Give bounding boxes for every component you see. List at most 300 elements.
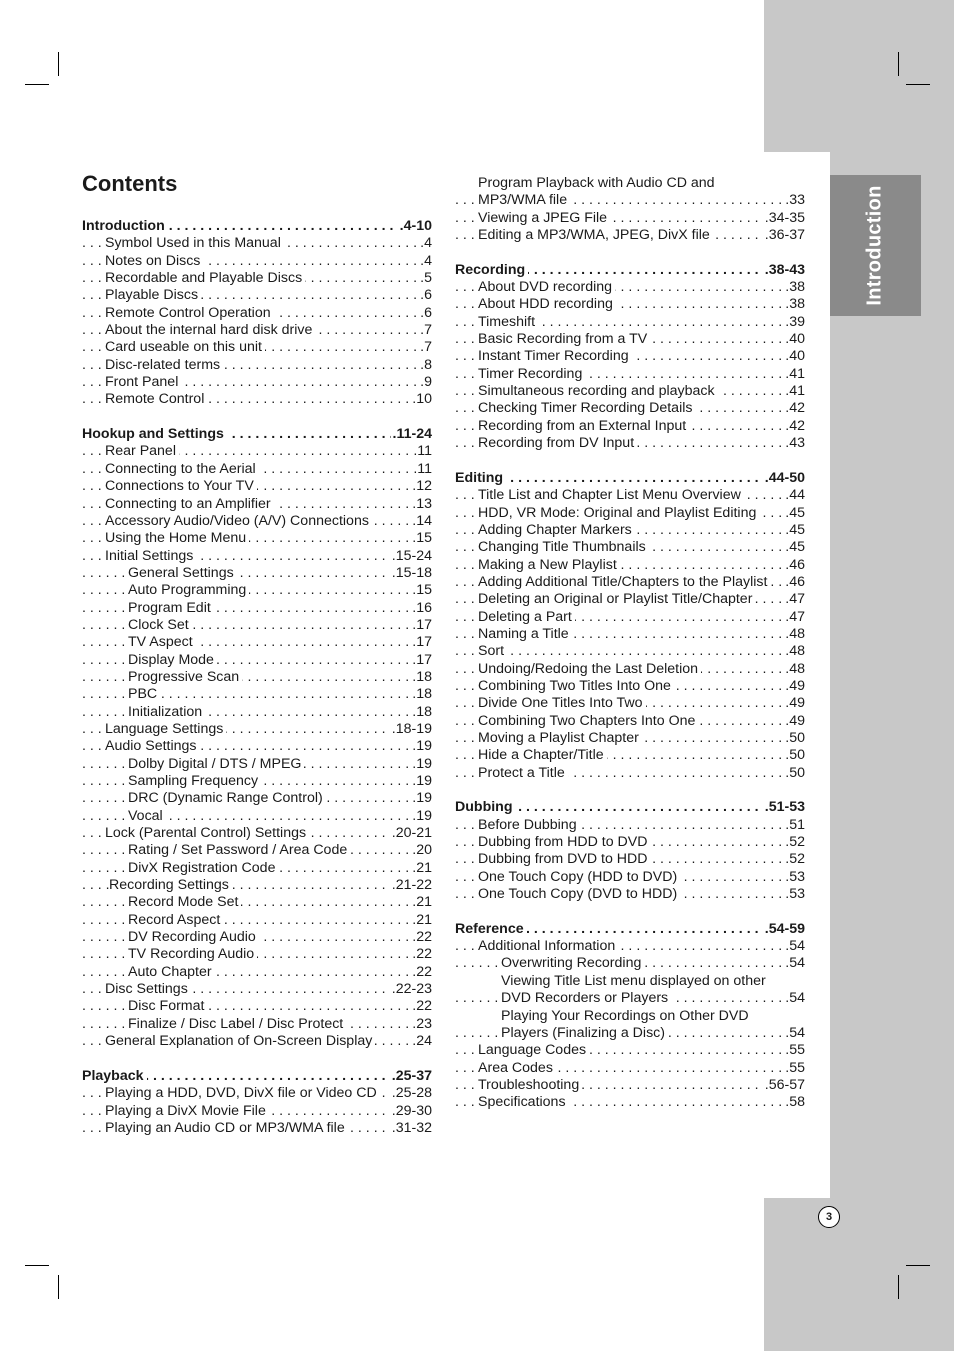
toc-entry[interactable]	[455, 834, 805, 851]
toc-entry[interactable]	[82, 756, 432, 773]
toc-gap	[82, 1051, 432, 1068]
toc-section-heading[interactable]	[455, 799, 805, 816]
toc-entry-title: Clock Set	[128, 617, 192, 633]
toc-entry-title: Dolby Digital / DTS / MPEG	[128, 756, 304, 772]
toc-entry-page: .19	[412, 773, 432, 789]
section-tab-label: Introduction	[864, 185, 886, 306]
toc-entry-title: About HDD recording	[478, 296, 616, 312]
toc-entry[interactable]	[455, 609, 805, 626]
toc-entry-page: .4-10	[399, 218, 432, 234]
toc-entry-title: PBC	[128, 686, 160, 702]
toc-entry[interactable]	[82, 496, 432, 513]
toc-entry-page: .54-59	[764, 920, 805, 937]
toc-entry-page: .19	[412, 755, 432, 772]
toc-entry[interactable]	[82, 738, 432, 755]
toc-entry-title: Program Edit	[128, 600, 214, 616]
toc-entry[interactable]	[455, 851, 805, 868]
toc-entry-page: .15	[412, 582, 432, 599]
toc-entry[interactable]	[82, 565, 432, 582]
toc-entry-title: Viewing a JPEG File	[478, 210, 610, 226]
toc-entry-page: .22-23	[391, 981, 432, 998]
toc-entry[interactable]	[82, 1016, 432, 1033]
toc-entry[interactable]	[455, 348, 805, 365]
toc-entry[interactable]	[455, 730, 805, 747]
toc-entry[interactable]	[455, 817, 805, 834]
toc-entry[interactable]	[455, 296, 805, 313]
toc-entry-page: .47	[785, 591, 805, 608]
toc-entry-page: .19	[412, 738, 432, 755]
toc-entry-title: Simultaneous recording and playback	[478, 383, 718, 399]
toc-entry-title: Checking Timer Recording Details	[478, 400, 695, 416]
toc-entry[interactable]	[82, 461, 432, 478]
toc-entry[interactable]	[455, 192, 805, 209]
page-title: Contents	[82, 171, 178, 196]
toc-section-heading[interactable]	[82, 426, 432, 443]
toc-entry-title: Audio Settings	[105, 738, 200, 754]
page-number: 3	[818, 1206, 840, 1228]
toc-entry-title: TV Aspect	[128, 634, 196, 650]
toc-entry[interactable]	[82, 357, 432, 374]
toc-entry-page: .54	[785, 938, 805, 955]
toc-entry-page: .20-21	[391, 825, 432, 842]
toc-entry-page: .11-24	[392, 426, 432, 443]
toc-entry-page: .34-35	[764, 209, 805, 226]
toc-entry-title: General Explanation of On-Screen Display	[105, 1033, 375, 1049]
toc-entry-title: Before Dubbing	[478, 817, 580, 833]
toc-entry-page: .53	[785, 886, 805, 903]
toc-entry-title: DRC (Dynamic Range Control)	[128, 790, 326, 806]
toc-entry[interactable]	[455, 522, 805, 539]
toc-entry-page: .41	[785, 383, 805, 400]
toc-entry-title: Combining Two Chapters Into One	[478, 713, 698, 729]
toc-entry-title: Initial Settings	[105, 548, 196, 564]
toc-entry[interactable]	[455, 591, 805, 608]
toc-entry-page: .17	[412, 634, 432, 651]
toc-left-column	[82, 218, 432, 1137]
toc-entry-title: Protect a Title	[478, 765, 568, 781]
toc-entry-title: Disc-related terms	[105, 357, 223, 373]
toc-entry-page: .54	[785, 990, 805, 1007]
toc-entry-page: .49	[785, 712, 805, 729]
toc-entry-page: .48	[785, 625, 805, 642]
toc-entry-page: .16	[412, 599, 432, 616]
toc-entry[interactable]	[82, 287, 432, 304]
toc-entry-title: Troubleshooting	[478, 1077, 582, 1093]
toc-entry-page: .48	[785, 643, 805, 660]
toc-entry-title: Connections to Your TV	[105, 478, 257, 494]
toc-entry[interactable]	[455, 1077, 805, 1094]
toc-entry-title: DVD Recorders or Players	[501, 990, 671, 1006]
toc-entry-title: Basic Recording from a TV	[478, 331, 650, 347]
toc-entry-page: .11	[413, 443, 432, 460]
toc-entry-title: Display Mode	[128, 652, 217, 668]
toc-entry[interactable]	[82, 1103, 432, 1120]
toc-entry-page: .53	[785, 868, 805, 885]
toc-entry-title: Overwriting Recording	[501, 955, 644, 971]
toc-entry-page: .42	[785, 417, 805, 434]
toc-entry-page: .55	[785, 1059, 805, 1076]
toc-entry-title: Adding Chapter Markers	[478, 522, 635, 538]
toc-entry-title: Editing	[455, 470, 506, 486]
toc-entry-title: Deleting a Part	[478, 609, 575, 625]
toc-entry-title: Sampling Frequency	[128, 773, 261, 789]
toc-entry[interactable]	[82, 530, 432, 547]
toc-entry-page: .56-57	[764, 1076, 805, 1093]
toc-entry-title: Record Aspect	[128, 912, 223, 928]
toc-right-column	[455, 175, 805, 1112]
toc-entry-page: .24	[412, 1033, 432, 1050]
toc-entry-page: .41	[785, 365, 805, 382]
toc-entry[interactable]	[82, 1033, 432, 1050]
toc-entry[interactable]	[82, 374, 432, 391]
toc-entry-title: Remote Control	[105, 391, 207, 407]
toc-entry[interactable]	[82, 443, 432, 460]
toc-entry[interactable]	[455, 886, 805, 903]
toc-entry[interactable]	[455, 418, 805, 435]
toc-entry-title: Language Codes	[478, 1042, 589, 1058]
toc-entry-title: Rear Panel	[105, 443, 179, 459]
toc-entry[interactable]	[82, 912, 432, 929]
toc-entry-title: Undoing/Redoing the Last Deletion	[478, 661, 701, 677]
dot-leader	[455, 470, 805, 487]
toc-entry-title: Record Mode Set	[128, 894, 241, 910]
crop-mark	[906, 1265, 930, 1266]
crop-mark	[58, 1275, 59, 1299]
toc-entry-title: Specifications	[478, 1094, 569, 1110]
toc-entry-title: Instant Timer Recording	[478, 348, 632, 364]
toc-entry-page: .23	[412, 1015, 432, 1032]
toc-entry[interactable]	[455, 210, 805, 227]
toc-entry-title: Disc Format	[128, 998, 207, 1014]
toc-entry-title: Auto Programming	[128, 582, 249, 598]
toc-entry-title: Dubbing from DVD to HDD	[478, 851, 651, 867]
toc-entry[interactable]	[455, 713, 805, 730]
toc-entry-title: Divide One Titles Into Two	[478, 695, 646, 711]
toc-entry-title: Language Settings	[105, 721, 226, 737]
toc-entry[interactable]	[82, 600, 432, 617]
toc-entry-title: Players (Finalizing a Disc)	[501, 1025, 668, 1041]
toc-entry-page: .18	[412, 686, 432, 703]
toc-entry[interactable]	[455, 1060, 805, 1077]
toc-entry-page: .54	[785, 955, 805, 972]
toc-entry-page: .40	[785, 348, 805, 365]
toc-entry[interactable]	[455, 574, 805, 591]
toc-entry-page: .54	[785, 1024, 805, 1041]
toc-entry-page: .20	[412, 842, 432, 859]
toc-entry-page: .33	[785, 192, 805, 209]
toc-entry[interactable]	[82, 652, 432, 669]
toc-entry-page: .38	[785, 279, 805, 296]
toc-entry-page: .5	[420, 270, 432, 287]
toc-entry[interactable]	[455, 227, 805, 244]
toc-section-heading[interactable]	[82, 1068, 432, 1085]
toc-entry-title: One Touch Copy (DVD to HDD)	[478, 886, 680, 902]
toc-entry-page: .21	[412, 911, 432, 928]
toc-entry-title: DV Recording Audio	[128, 929, 259, 945]
toc-entry-title: HDD, VR Mode: Original and Playlist Editing	[478, 505, 759, 521]
toc-entry-page: .46	[785, 556, 805, 573]
toc-entry-page: .38	[785, 296, 805, 313]
toc-section-heading[interactable]	[455, 262, 805, 279]
toc-entry-page: .43	[785, 435, 805, 452]
toc-entry-page: .45	[785, 504, 805, 521]
toc-entry-title: Playing a DivX Movie File	[105, 1103, 269, 1119]
toc-entry-title: Playing a HDD, DVD, DivX file or Video CD	[105, 1085, 380, 1101]
toc-entry-title: Dubbing from HDD to DVD	[478, 834, 651, 850]
toc-entry-continued: Viewing Title List menu displayed on other	[501, 972, 766, 989]
toc-entry[interactable]	[455, 1025, 805, 1042]
toc-entry[interactable]	[82, 634, 432, 651]
toc-entry-title: One Touch Copy (HDD to DVD)	[478, 869, 680, 885]
toc-entry[interactable]	[82, 721, 432, 738]
toc-entry-page: .52	[785, 851, 805, 868]
toc-entry-title: Moving a Playlist Chapter	[478, 730, 642, 746]
toc-entry-title: Disc Settings	[105, 981, 191, 997]
toc-entry-page: .22	[412, 929, 432, 946]
toc-entry-page: .49	[785, 695, 805, 712]
toc-entry-page: .58	[785, 1094, 805, 1111]
toc-entry[interactable]	[82, 686, 432, 703]
toc-entry-title: General Settings	[128, 565, 237, 581]
toc-entry-page: .22	[412, 946, 432, 963]
toc-entry-page: .29-30	[391, 1102, 432, 1119]
toc-entry-page: .45	[785, 539, 805, 556]
toc-entry[interactable]	[82, 894, 432, 911]
toc-entry-title: Remote Control Operation	[105, 305, 274, 321]
toc-entry-title: MP3/WMA file	[478, 192, 570, 208]
toc-entry-page: .15	[412, 530, 432, 547]
toc-entry-title: Card useable on this unit	[105, 339, 265, 355]
toc-entry-title: Sort	[478, 643, 507, 659]
toc-entry-page: .22	[412, 998, 432, 1015]
toc-entry-page: .7	[420, 322, 432, 339]
toc-entry[interactable]	[82, 617, 432, 634]
toc-entry[interactable]	[82, 877, 432, 894]
toc-entry[interactable]	[82, 842, 432, 859]
toc-entry-page: .47	[785, 608, 805, 625]
toc-entry-page: .45	[785, 521, 805, 538]
toc-entry-page: .4	[420, 252, 432, 269]
toc-entry-page: .50	[785, 730, 805, 746]
toc-entry[interactable]	[455, 487, 805, 504]
toc-entry-page: .6	[420, 287, 432, 304]
toc-entry[interactable]	[82, 1120, 432, 1137]
toc-entry[interactable]	[82, 513, 432, 530]
toc-entry[interactable]	[455, 435, 805, 452]
toc-entry-title: Dubbing	[455, 799, 516, 815]
toc-entry[interactable]	[455, 557, 805, 574]
toc-entry[interactable]	[82, 270, 432, 287]
toc-entry-page: .44-50	[764, 469, 805, 486]
toc-entry[interactable]	[455, 678, 805, 695]
toc-section-heading[interactable]	[82, 218, 432, 235]
toc-entry[interactable]	[82, 582, 432, 599]
toc-entry[interactable]	[82, 964, 432, 981]
toc-entry-title: Playing an Audio CD or MP3/WMA file	[105, 1120, 348, 1136]
toc-entry[interactable]	[455, 505, 805, 522]
toc-entry[interactable]	[455, 747, 805, 764]
toc-entry-page: .12	[412, 478, 432, 495]
toc-entry-page: .21	[412, 894, 432, 911]
toc-entry-page: .49	[785, 677, 805, 694]
toc-entry[interactable]	[455, 1094, 805, 1111]
crop-mark	[25, 84, 49, 85]
toc-entry-page: .18	[412, 703, 432, 720]
toc-gap	[455, 903, 805, 920]
toc-entry-page: .42	[785, 400, 805, 417]
toc-entry-title: About DVD recording	[478, 279, 615, 295]
toc-entry[interactable]	[82, 929, 432, 946]
toc-entry-page: .7	[420, 339, 432, 356]
toc-entry[interactable]	[455, 626, 805, 643]
toc-entry[interactable]	[82, 669, 432, 686]
crop-mark	[58, 52, 59, 76]
toc-entry-title: Connecting to an Amplifier	[105, 496, 274, 512]
toc-entry[interactable]	[82, 790, 432, 807]
toc-entry-title: Making a New Playlist	[478, 557, 620, 573]
toc-entry[interactable]	[82, 946, 432, 963]
toc-entry[interactable]	[455, 643, 805, 660]
toc-entry[interactable]	[82, 808, 432, 825]
toc-entry-page: .19	[412, 790, 432, 807]
toc-entry-title: Adding Additional Title/Chapters to the Playlist	[478, 574, 770, 590]
toc-entry-page: .21-22	[391, 877, 432, 894]
toc-entry-title: Additional Information	[478, 938, 618, 954]
toc-entry[interactable]	[455, 661, 805, 678]
toc-entry[interactable]	[455, 1042, 805, 1059]
toc-entry-page: .17	[412, 616, 432, 633]
toc-entry[interactable]	[82, 825, 432, 842]
toc-entry[interactable]	[455, 383, 805, 400]
toc-entry[interactable]	[455, 539, 805, 556]
toc-entry[interactable]	[455, 695, 805, 712]
toc-entry-title: Auto Chapter	[128, 964, 215, 980]
toc-section-heading[interactable]	[455, 921, 805, 938]
toc-entry-page: .19	[412, 807, 432, 824]
toc-entry-title: Rating / Set Password / Area Code	[128, 842, 350, 858]
toc-entry-title: Using the Home Menu	[105, 530, 249, 546]
toc-entry-page: .4	[420, 235, 432, 252]
toc-entry-page: .25-28	[391, 1085, 432, 1102]
section-tab	[830, 175, 921, 316]
toc-entry-title: Combining Two Titles Into One	[478, 678, 674, 694]
toc-entry[interactable]	[82, 478, 432, 495]
toc-entry-page: .8	[420, 356, 432, 373]
toc-entry-title: Area Codes	[478, 1060, 556, 1076]
toc-entry-continued: Playing Your Recordings on Other DVD	[501, 1007, 749, 1024]
toc-entry-page: .50	[785, 747, 805, 764]
toc-entry-title: Changing Title Thumbnails	[478, 539, 649, 555]
toc-entry[interactable]	[455, 314, 805, 331]
toc-entry-title: Timer Recording	[478, 366, 585, 382]
toc-entry-title: Vocal	[128, 808, 166, 824]
toc-entry[interactable]	[82, 1085, 432, 1102]
crop-mark	[25, 1265, 49, 1266]
toc-section-heading[interactable]	[455, 470, 805, 487]
toc-entry-title: About the internal hard disk drive	[105, 322, 315, 338]
toc-gap	[82, 409, 432, 426]
toc-entry-page: .44	[785, 487, 805, 504]
toc-entry-page: .14	[412, 512, 432, 529]
toc-entry-page: .40	[785, 331, 805, 348]
crop-mark	[906, 84, 930, 85]
toc-entry-page: .11	[413, 460, 432, 477]
toc-entry[interactable]	[455, 765, 805, 782]
toc-entry[interactable]	[82, 235, 432, 252]
toc-gap	[455, 244, 805, 261]
toc-entry-title: Recording from an External Input	[478, 418, 689, 434]
toc-entry[interactable]	[455, 990, 805, 1007]
toc-entry-title: Title List and Chapter List Menu Overview	[478, 487, 744, 503]
toc-entry-title: Recording Settings	[109, 877, 232, 893]
toc-entry-title: Hookup and Settings	[82, 426, 227, 442]
toc-entry-page: .15-18	[391, 564, 432, 581]
toc-entry[interactable]	[82, 998, 432, 1015]
toc-entry-page: .18-19	[391, 720, 432, 737]
toc-entry-title: Timeshift	[478, 314, 538, 330]
toc-entry-title: Reference	[455, 921, 527, 937]
toc-entry-page: .17	[412, 651, 432, 668]
toc-entry-title: Front Panel	[105, 374, 181, 390]
toc-entry[interactable]	[82, 391, 432, 408]
toc-gap	[455, 782, 805, 799]
toc-entry-page: .13	[412, 495, 432, 512]
toc-entry[interactable]	[455, 331, 805, 348]
toc-entry[interactable]	[455, 869, 805, 886]
toc-entry-page: .39	[785, 313, 805, 330]
toc-entry[interactable]	[82, 704, 432, 721]
toc-entry[interactable]	[82, 322, 432, 339]
toc-entry-title: DivX Registration Code	[128, 860, 278, 876]
toc-entry[interactable]	[82, 981, 432, 998]
toc-entry-page: .38-43	[764, 261, 805, 278]
toc-entry-title: Lock (Parental Control) Settings	[105, 825, 309, 841]
crop-mark	[898, 1275, 899, 1299]
toc-entry[interactable]	[82, 305, 432, 322]
toc-entry-title: Playable Discs	[105, 287, 201, 303]
toc-entry[interactable]	[82, 339, 432, 356]
toc-entry[interactable]	[82, 773, 432, 790]
toc-entry-page: .52	[785, 834, 805, 851]
toc-entry[interactable]	[82, 860, 432, 877]
toc-entry-continued: Program Playback with Audio CD and	[478, 175, 715, 191]
toc-entry-page: .51-53	[764, 799, 805, 816]
toc-entry-page: .48	[785, 660, 805, 677]
toc-entry-title: Connecting to the Aerial	[105, 461, 259, 477]
crop-mark	[898, 52, 899, 76]
toc-gap	[455, 453, 805, 470]
toc-entry-title: Finalize / Disc Label / Disc Protect	[128, 1016, 346, 1032]
toc-entry-title: Deleting an Original or Playlist Title/Chapter	[478, 591, 755, 607]
toc-entry[interactable]	[455, 279, 805, 296]
toc-entry-title: Naming a Title	[478, 626, 572, 642]
toc-entry-page: .51	[785, 816, 805, 833]
toc-entry-page: .21	[412, 859, 432, 876]
toc-entry-page: .18	[412, 668, 432, 685]
toc-entry[interactable]	[82, 253, 432, 270]
toc-entry[interactable]	[455, 366, 805, 383]
toc-entry-title: Recordable and Playable Discs	[105, 270, 305, 286]
toc-entry[interactable]	[455, 955, 805, 972]
toc-entry-title: Playback	[82, 1068, 147, 1084]
toc-entry-page: .10	[412, 391, 432, 408]
toc-entry-page: .9	[420, 374, 432, 391]
toc-entry[interactable]	[82, 548, 432, 565]
toc-entry[interactable]	[455, 938, 805, 955]
toc-entry[interactable]	[455, 400, 805, 417]
toc-entry-page: .50	[785, 764, 805, 781]
toc-entry-title: TV Recording Audio	[128, 946, 257, 962]
